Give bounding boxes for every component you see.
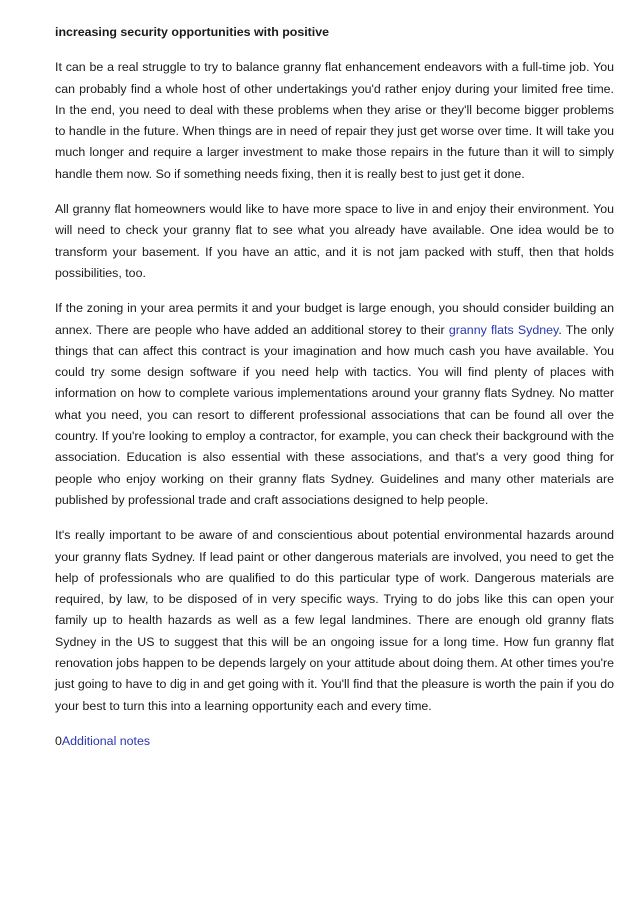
paragraph-4: It's really important to be aware of and conscientious about potential environmental hazards around your granny flats Sydney. If lead paint or other dangerous materials are involved, you need to get the help of professionals who are qualified to do this particular type of work. Dangerous materials are required, by law, to be disposed of in very specific ways. Trying to do jobs like this can open your family up to health hazards as well as a few legal landmines. There are enough old granny flats Sydney in the US to suggest that this will be an ongoing issue for a long time. How fun granny flat renovation jobs happen to be depends largely on your attitude about doing them. At other times you're just going to have to dig in and get going with it. You'll find that the pleasure is worth the pain if you do your best to turn this into a learning opportunity each and every time.: [55, 528, 614, 713]
granny-flats-sydney-link[interactable]: granny flats Sydney: [448, 322, 559, 337]
notes-count: 0: [55, 733, 62, 748]
paragraph-2: All granny flat homeowners would like to have more space to live in and enjoy their environment. You will need to check your granny flat to see what you already have available. One idea would be to transform your basement. If you have an attic, and it is not jam packed with stuff, then that holds possibilities, too.: [55, 202, 614, 280]
additional-notes: [55, 731, 614, 752]
paragraph-3-after: . The only things that can affect this contract is your imagination and how much cash you have available. You could try some design software if you need help with tactics. You will find plenty of places with information on how to complete various implementations around your granny flats Sydney. No matter what you need, you can resort to different professional associations that can be found all over the country. If you're looking to employ a contractor, for example, you can check their background with the association. Education is also essential with these associations, and that's a very good thing for people who enjoy working on their granny flats Sydney. Guidelines and many other materials are published by professional trade and craft associations designed to help people.: [55, 322, 615, 507]
paragraph-1: It can be a real struggle to try to balance granny flat enhancement endeavors with a full-time job. You can probably find a whole host of other undertakings you'd rather enjoy during your limited free time. In the end, you need to deal with these problems when they arise or they'll become bigger problems to handle in the future. When things are in need of repair they just get worse over time. It will take you much longer and require a larger investment to make those repairs in the future than it will to simply handle them now. So if something needs fixing, then it is really best to just get it done.: [55, 60, 614, 181]
document-page: [55, 22, 614, 752]
paragraph-3-before: If the zoning in your area permits it and your budget is large enough, you should consider building an annex. There are people who have added an additional storey to their: [55, 301, 614, 337]
paragraph-3: [55, 298, 614, 511]
additional-notes-link[interactable]: Additional notes: [61, 733, 151, 748]
article-heading: increasing security opportunities with positive: [55, 25, 330, 39]
